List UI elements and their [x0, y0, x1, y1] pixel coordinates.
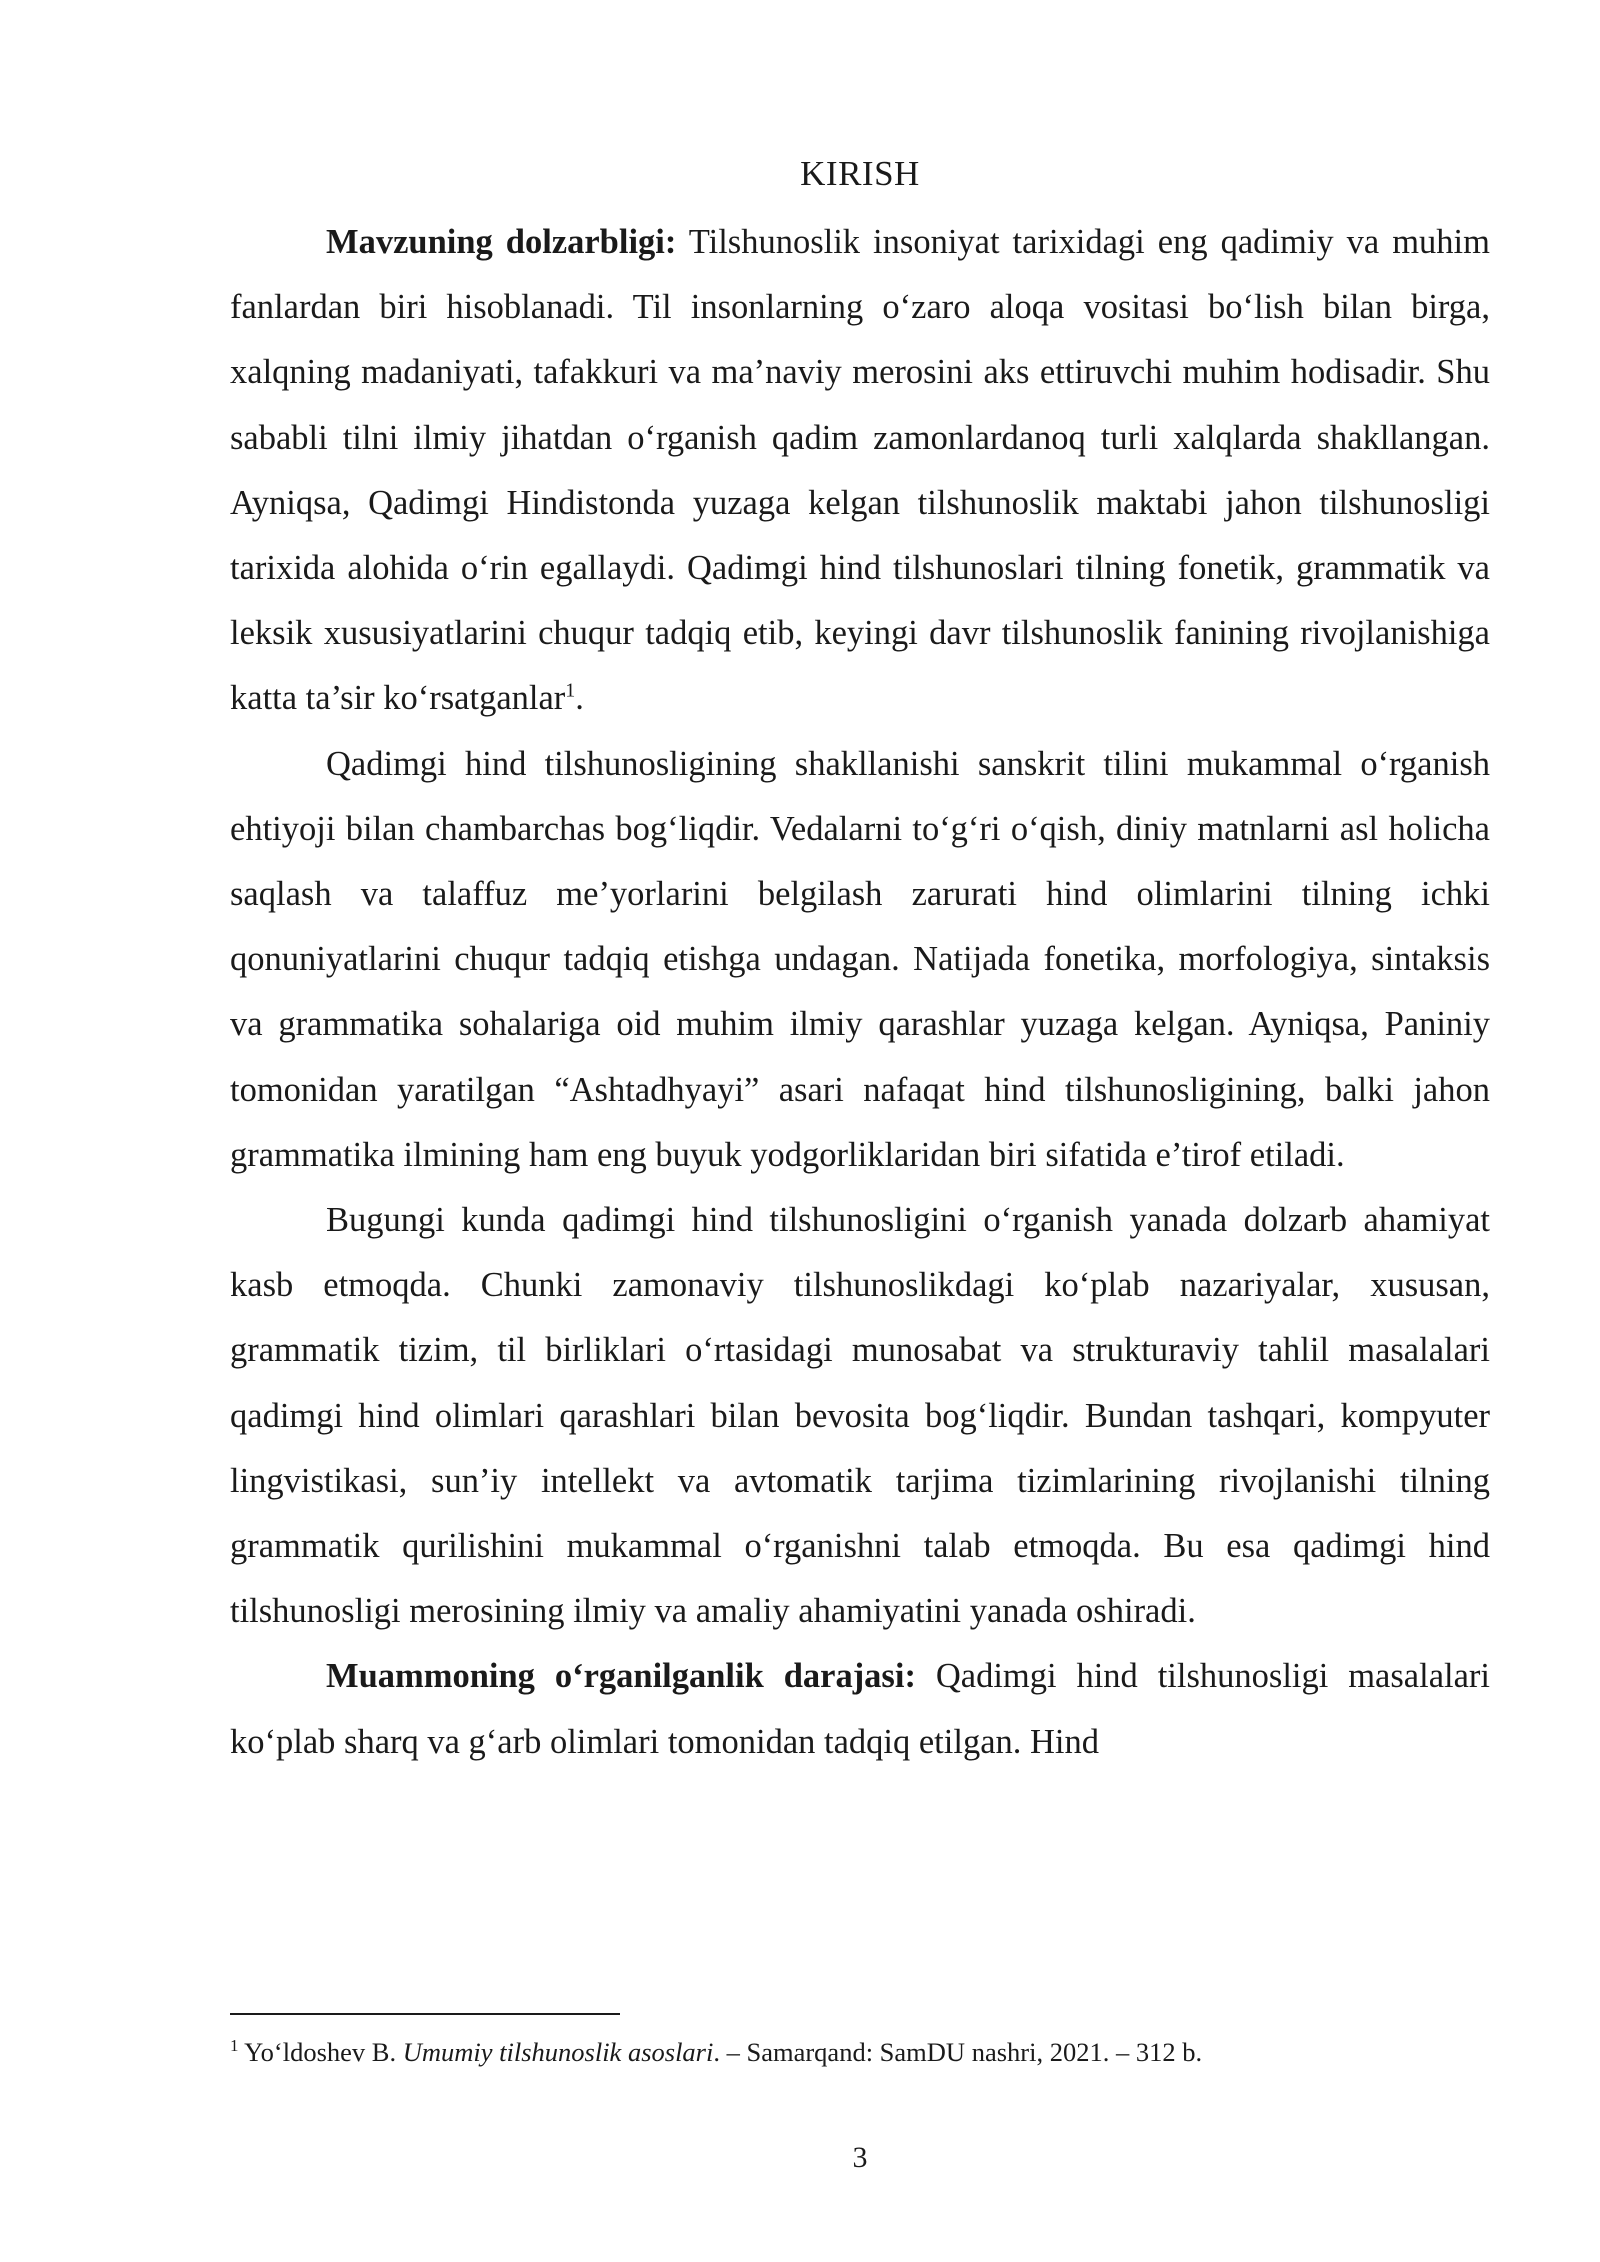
body-text: [230, 210, 1490, 1775]
paragraph-lead: Muammoning o‘rganilganlik darajasi:: [326, 1657, 916, 1696]
footnote: [230, 2034, 1490, 2070]
paragraph-text: Qadimgi hind tilshunosligining shakllanishi sanskrit tilini mukammal o‘rganish ehtiyoji bilan chambarchas bog‘liqdir. Vedalarni to‘g‘ri o‘qish, diniy matnlarni asl holicha saqlash va talaffuz me’yorlarini belgilash zarurati hind olimlarini tilning ichki qonuniyatlarini chuqur tadqiq etishga undagan. Natijada fonetika, morfologiya, sintaksis va grammatika sohalariga oid muhim ilmiy qarashlar yuzaga kelgan. Ayniqsa, Paniniy tomonidan yaratilgan “Ashtadhyayi” asari nafaqat hind tilshunosligining, balki jahon grammatika ilmining ham eng buyuk yodgorliklaridan biri sifatida e’tirof etiladi.: [230, 744, 1490, 1174]
paragraph-tail: .: [575, 679, 584, 718]
paragraph-text: Bugungi kunda qadimgi hind tilshunosligini o‘rganish yanada dolzarb ahamiyat kasb etmoqda. Chunki zamonaviy tilshunoslikdagi ko‘plab nazariyalar, xususan, grammatik tizim, til birliklari o‘rtasidagi munosabat va strukturaviy tahlil masalalari qadimgi hind olimlari qarashlari bilan bevosita bog‘liqdir. Bundan tashqari, kompyuter lingvistikasi, sun’iy intellekt va avtomatik tarjima tizimlarining rivojlanishi tilning grammatik qurilishini mukammal o‘rganishni talab etmoqda. Bu esa qadimgi hind tilshunosligi merosining ilmiy va amaliy ahamiyatini yanada oshiradi.: [230, 1201, 1490, 1631]
footnote-number: 1: [230, 2036, 239, 2056]
footnote-separator: [230, 2013, 620, 2015]
footnote-author: Yo‘ldoshev B.: [238, 2037, 403, 2067]
paragraph-relevance: [230, 210, 1490, 732]
page-number: 3: [852, 2141, 868, 2174]
paragraph-text: Qadimgi hind tilshunosligi masalalari ko‘plab sharq va g‘arb olimlari tomonidan tadqiq etilgan. Hind: [230, 1657, 1490, 1761]
paragraph-today: [230, 1188, 1490, 1644]
footnote-publication: . – Samarqand: SamDU nashri, 2021. – 312 b.: [713, 2037, 1203, 2067]
paragraph-lead: Mavzuning dolzarbligi:: [326, 223, 677, 261]
section-heading: KIRISH: [800, 154, 920, 193]
paragraph-research-degree: [230, 1644, 1490, 1774]
paragraph-text: Tilshunoslik insoniyat tarixidagi eng qadimiy va muhim fanlardan biri hisoblanadi. Til insonlarning o‘zaro aloqa vositasi bo‘lish bilan birga, xalqning madaniyati, tafakkuri va ma’naviy merosini aks ettiruvchi muhim hodisadir. Shu sababli tilni ilmiy jihatdan o‘rganish qadim zamonlardanoq turli xalqlarda shakllangan. Ayniqsa, Qadimgi Hindistonda yuzaga kelgan tilshunoslik maktabi jahon tilshunosligi tarixida alohida o‘rin egallaydi. Qadimgi hind tilshunoslari tilning fonetik, grammatik va leksik xususiyatlarini chuqur tadqiq etib, keyingi davr tilshunoslik fanining rivojlanishiga katta ta’sir ko‘rsatganlar: [230, 223, 1490, 718]
paragraph-formation: [230, 732, 1490, 1188]
footnote-title: Umumiy tilshunoslik asoslari: [402, 2037, 714, 2067]
footnote-reference[interactable]: 1: [565, 679, 576, 702]
